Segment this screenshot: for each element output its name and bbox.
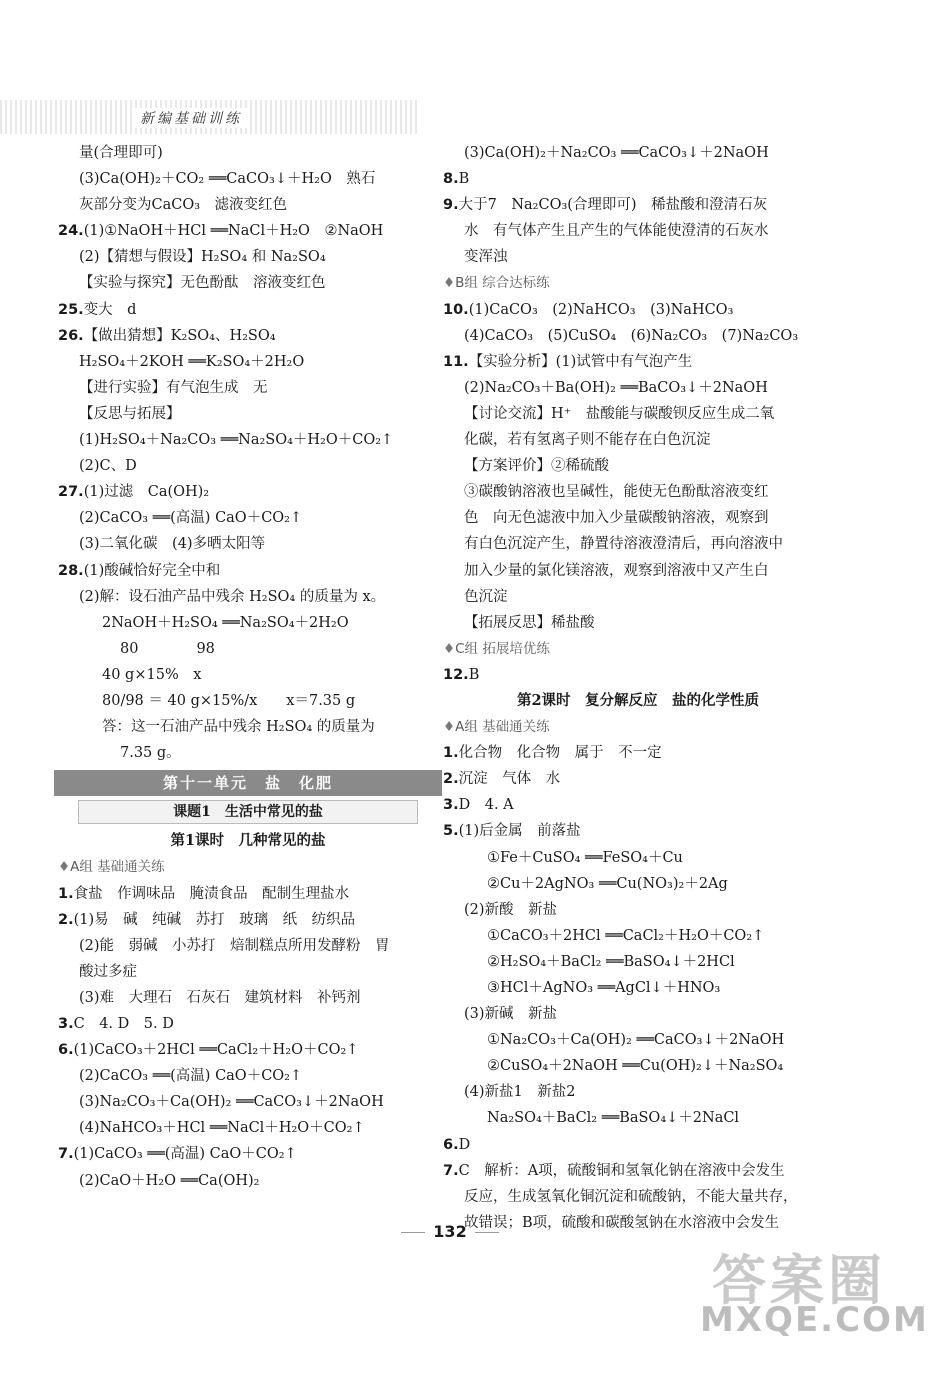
answer-line — [443, 427, 833, 453]
answer-text: D — [458, 1136, 471, 1153]
answer-line — [443, 584, 833, 610]
answer-text: 80 98 — [120, 640, 215, 657]
answer-line — [443, 766, 833, 792]
answer-text: C 4. D 5. D — [73, 1016, 174, 1032]
answer-text: C组 拓展培优练 — [455, 640, 550, 657]
question-number: 3. — [58, 1016, 74, 1032]
answer-line — [58, 1141, 438, 1167]
answer-text: (3)Na₂CO₃＋Ca(OH)₂ ══CaCO₃↓＋2NaOH — [79, 1094, 384, 1111]
answer-line — [58, 427, 438, 453]
answer-text: 答：这一石油产品中残余 H₂SO₄ 的质量为 — [102, 719, 375, 736]
answer-text: (2)新酸 新盐 — [464, 901, 558, 918]
answer-line — [58, 349, 438, 375]
answer-line — [443, 375, 833, 401]
answer-line — [443, 1053, 833, 1079]
answer-line — [58, 453, 438, 479]
answer-text: 色沉淀 — [464, 588, 508, 605]
answer-text: 40 g×15% x — [102, 666, 202, 683]
left-column — [58, 140, 438, 1194]
answer-line — [58, 479, 438, 505]
answer-line — [443, 479, 833, 505]
answer-line — [58, 1089, 438, 1115]
answer-line — [58, 244, 438, 270]
answer-text: A组 基础通关练 — [70, 859, 165, 876]
answer-line — [58, 375, 438, 401]
answer-line — [443, 1132, 833, 1158]
answer-text: ③碳酸钠溶液也呈碱性，能使无色酚酞溶液变红 — [464, 484, 769, 501]
answer-line — [443, 453, 833, 479]
right-column — [443, 140, 833, 1236]
answer-line — [58, 740, 438, 766]
answer-text: 加入少量的氯化镁溶液，观察到溶液中又产生白 — [464, 562, 769, 579]
answer-line — [443, 401, 833, 427]
question-number: 28. — [58, 562, 84, 579]
answer-line — [58, 1168, 438, 1194]
answer-line — [443, 192, 833, 218]
answer-text: 化碳，若有氢离子则不能存在白色沉淀 — [464, 432, 711, 449]
answer-line — [58, 881, 438, 907]
answer-text: (1)H₂SO₄＋Na₂CO₃ ══Na₂SO₄＋H₂O＋CO₂↑ — [79, 432, 394, 449]
unit-title — [54, 770, 442, 796]
answer-line — [443, 1079, 833, 1105]
answer-line — [58, 584, 438, 610]
answer-text: (2)能 弱碱 小苏打 焙制糕点所用发酵粉 胃 — [79, 937, 390, 954]
answer-text: ②Cu＋2AgNO₃ ══Cu(NO₃)₂＋2Ag — [487, 875, 728, 892]
answer-text: D 4. A — [458, 797, 514, 814]
answer-line — [58, 1037, 438, 1063]
question-number: 2. — [58, 911, 74, 928]
answer-text: 食盐 作调味品 腌渍食品 配制生理盐水 — [73, 885, 350, 902]
answer-text: (2)【猜想与假设】H₂SO₄ 和 Na₂SO₄ — [79, 249, 326, 266]
answer-line — [443, 1184, 833, 1210]
answer-line — [443, 349, 833, 375]
lesson-title — [58, 828, 438, 854]
brand-title: 新编基础训练 — [134, 108, 248, 128]
question-number: 8. — [443, 171, 459, 188]
answer-text: (3)Ca(OH)₂＋Na₂CO₃ ══CaCO₃↓＋2NaOH — [464, 145, 769, 161]
answer-line — [58, 401, 438, 427]
page-number: 132 — [0, 1222, 900, 1241]
answer-text: (1)酸碱恰好完全中和 — [83, 562, 221, 579]
answer-line — [443, 558, 833, 584]
question-number: 2. — [443, 771, 459, 788]
answer-line — [443, 297, 833, 323]
answer-line — [443, 1001, 833, 1027]
answer-line — [443, 218, 833, 244]
answer-line — [443, 323, 833, 349]
answer-text: (1)后金属 前落盐 — [458, 823, 581, 840]
question-number: 1. — [443, 745, 459, 762]
answer-text: A组 基础通关练 — [455, 719, 550, 736]
answer-text: ①CaCO₃＋2HCl ══CaCl₂＋H₂O＋CO₂↑ — [487, 927, 765, 944]
answer-line — [443, 975, 833, 1001]
answer-text: ②H₂SO₄＋BaCl₂ ══BaSO₄↓＋2HCl — [487, 953, 735, 970]
answer-line — [58, 558, 438, 584]
question-number: 1. — [58, 885, 74, 902]
answer-text: (3)难 大理石 石灰石 建筑材料 补钙剂 — [79, 989, 361, 1006]
answer-line — [58, 218, 438, 244]
question-number: 7. — [58, 1146, 74, 1163]
answer-line — [58, 323, 438, 349]
group-heading — [58, 854, 438, 880]
answer-text: B组 综合达标练 — [455, 275, 550, 292]
answer-line — [58, 714, 438, 740]
answer-text: (3)新碱 新盐 — [464, 1006, 558, 1023]
answer-text: 7.35 g。 — [120, 745, 181, 762]
question-number: 7. — [443, 1162, 459, 1179]
answer-text: 2NaOH＋H₂SO₄ ══Na₂SO₄＋2H₂O — [102, 614, 349, 631]
group-heading — [443, 714, 833, 740]
answer-text: ③HCl＋AgNO₃ ══AgCl↓＋HNO₃ — [487, 980, 721, 996]
answer-text: 【讨论交流】H⁺ 盐酸能与碳酸钡反应生成二氧 — [464, 405, 775, 422]
answer-line — [58, 907, 438, 933]
answer-line — [443, 140, 833, 166]
answer-line — [443, 1027, 833, 1053]
answer-text: (2)CaCO₃ ══(高温) CaO＋CO₂↑ — [79, 1068, 303, 1085]
answer-text: 灰部分变为CaCO₃ 滤液变红色 — [79, 197, 288, 214]
answer-line — [443, 505, 833, 531]
answer-text: (3)Ca(OH)₂＋CO₂ ══CaCO₃↓＋H₂O 熟石 — [79, 171, 376, 188]
answer-text: (2)CaO＋H₂O ══Ca(OH)₂ — [79, 1172, 260, 1189]
answer-text: 【实验分析】(1)试管中有气泡产生 — [468, 353, 693, 370]
answer-text: 反应，生成氢氧化铜沉淀和硫酸钠，不能大量共存， — [464, 1188, 798, 1205]
answer-line — [58, 1011, 438, 1037]
answer-line — [58, 985, 438, 1011]
group-heading — [443, 270, 833, 296]
answer-text: 【拓展反思】稀盐酸 — [464, 614, 595, 631]
answer-line — [443, 818, 833, 844]
answer-line — [443, 740, 833, 766]
answer-line — [443, 244, 833, 270]
answer-text: 故错误；B项，硫酸和碳酸氢钠在水溶液中会发生 — [464, 1214, 780, 1231]
answer-line — [443, 1105, 833, 1131]
answer-text: (2)解：设石油产品中残余 H₂SO₄ 的质量为 x。 — [79, 588, 386, 605]
answer-text: 大于7 Na₂CO₃(合理即可) 稀盐酸和澄清石灰 — [458, 197, 768, 214]
answer-line — [443, 531, 833, 557]
answer-text: H₂SO₄＋2KOH ══K₂SO₄＋2H₂O — [79, 353, 305, 370]
answer-text: 第1课时 几种常见的盐 — [170, 832, 326, 850]
group-heading — [443, 636, 833, 662]
answer-line — [58, 933, 438, 959]
question-number: 25. — [58, 301, 84, 318]
question-number: 11. — [443, 353, 469, 370]
answer-text: (2)Na₂CO₃＋Ba(OH)₂ ══BaCO₃↓＋2NaOH — [464, 379, 768, 396]
answer-text: 【进行实验】有气泡生成 无 — [79, 379, 268, 396]
answer-line — [58, 662, 438, 688]
answer-line — [58, 1115, 438, 1141]
topic-title — [78, 800, 418, 824]
answer-text: (1)CaCO₃ (2)NaHCO₃ (3)NaHCO₃ — [468, 301, 734, 318]
answer-text: B — [468, 666, 480, 683]
question-number: 27. — [58, 484, 84, 501]
answer-text: 【方案评价】②稀硫酸 — [464, 458, 609, 475]
answer-text: (2)CaCO₃ ══(高温) CaO＋CO₂↑ — [79, 510, 303, 527]
answer-line — [58, 959, 438, 985]
answer-text: (4)NaHCO₃＋HCl ══NaCl＋H₂O＋CO₂↑ — [79, 1120, 365, 1137]
answer-text: (1)CaCO₃ ══(高温) CaO＋CO₂↑ — [73, 1146, 297, 1163]
answer-line — [58, 140, 438, 166]
answer-line — [58, 1063, 438, 1089]
answer-line — [443, 792, 833, 818]
question-number: 6. — [443, 1136, 459, 1153]
answer-text: (1)①NaOH＋HCl ══NaCl＋H₂O ②NaOH — [83, 223, 384, 240]
watermark-logo: 答案圈 — [712, 1248, 886, 1312]
question-number: 5. — [443, 823, 459, 840]
answer-line — [443, 871, 833, 897]
answer-text: 有白色沉淀产生，静置待溶液澄清后，再向溶液中 — [464, 536, 783, 553]
answer-text: (1)过滤 Ca(OH)₂ — [83, 484, 210, 501]
answer-text: 酸过多症 — [79, 963, 137, 980]
answer-text: 【实验与探究】无色酚酞 溶液变红色 — [79, 275, 326, 292]
answer-line — [443, 897, 833, 923]
question-number: 12. — [443, 666, 469, 683]
answer-text: 第2课时 复分解反应 盐的化学性质 — [516, 691, 760, 709]
question-number: 26. — [58, 327, 84, 344]
answer-text: Na₂SO₄＋BaCl₂ ══BaSO₄↓＋2NaCl — [487, 1110, 740, 1127]
answer-text: 课题1 生活中常见的盐 — [173, 804, 323, 821]
answer-text: 沉淀 气体 水 — [458, 771, 561, 788]
question-number: 24. — [58, 223, 84, 240]
answer-text: (3)二氧化碳 (4)多晒太阳等 — [79, 536, 266, 553]
answer-text: (1)CaCO₃＋2HCl ══CaCl₂＋H₂O＋CO₂↑ — [73, 1042, 359, 1059]
answer-line — [443, 845, 833, 871]
answer-text: (1)易 碱 纯碱 苏打 玻璃 纸 纺织品 — [73, 911, 356, 928]
answer-text: 第十一单元 盐 化肥 — [162, 774, 333, 793]
answer-text: 量(合理即可) — [79, 145, 163, 161]
answer-text: 80/98 ＝ 40 g×15%/x x＝7.35 g — [102, 692, 356, 709]
answer-text: 变大 d — [83, 301, 137, 318]
question-number: 9. — [443, 197, 459, 214]
answer-line — [58, 636, 438, 662]
answer-line — [443, 1158, 833, 1184]
answer-text: (2)C、D — [79, 458, 137, 475]
answer-line — [443, 662, 833, 688]
answer-text: B — [458, 171, 470, 188]
answer-text: 色 向无色滤液中加入少量碳酸钠溶液，观察到 — [464, 510, 769, 527]
answer-line — [58, 505, 438, 531]
answer-text: 水 有气体产生且产生的气体能使澄清的石灰水 — [464, 223, 769, 240]
answer-text: ②CuSO₄＋2NaOH ══Cu(OH)₂↓＋Na₂SO₄ — [487, 1058, 784, 1075]
answer-text: (4)新盐1 新盐2 — [464, 1084, 576, 1101]
question-number: 10. — [443, 301, 469, 318]
answer-line — [58, 531, 438, 557]
answer-text: 【做出猜想】K₂SO₄、H₂SO₄ — [83, 327, 276, 344]
question-number: 6. — [58, 1042, 74, 1059]
answer-text: C 解析：A项，硫酸铜和氢氧化钠在溶液中会发生 — [458, 1162, 785, 1179]
answer-text: 【反思与拓展】 — [79, 405, 181, 422]
answer-text: (4)CaCO₃ (5)CuSO₄ (6)Na₂CO₃ (7)Na₂CO₃ — [464, 327, 799, 344]
answer-line — [58, 270, 438, 296]
answer-text: ①Na₂CO₃＋Ca(OH)₂ ══CaCO₃↓＋2NaOH — [487, 1032, 785, 1049]
answer-line — [443, 949, 833, 975]
answer-text: ①Fe＋CuSO₄ ══FeSO₄＋Cu — [487, 849, 683, 866]
answer-line — [443, 923, 833, 949]
lesson-title — [443, 688, 833, 714]
answer-line — [58, 688, 438, 714]
watermark-url: MXQE.COM — [700, 1300, 929, 1340]
answer-text: 变浑浊 — [464, 249, 508, 266]
answer-line — [58, 610, 438, 636]
answer-line — [443, 610, 833, 636]
question-number: 3. — [443, 797, 459, 814]
answer-text: 化合物 化合物 属于 不一定 — [458, 745, 662, 762]
answer-line — [443, 166, 833, 192]
answer-line — [58, 192, 438, 218]
answer-line — [58, 166, 438, 192]
answer-line — [58, 297, 438, 323]
